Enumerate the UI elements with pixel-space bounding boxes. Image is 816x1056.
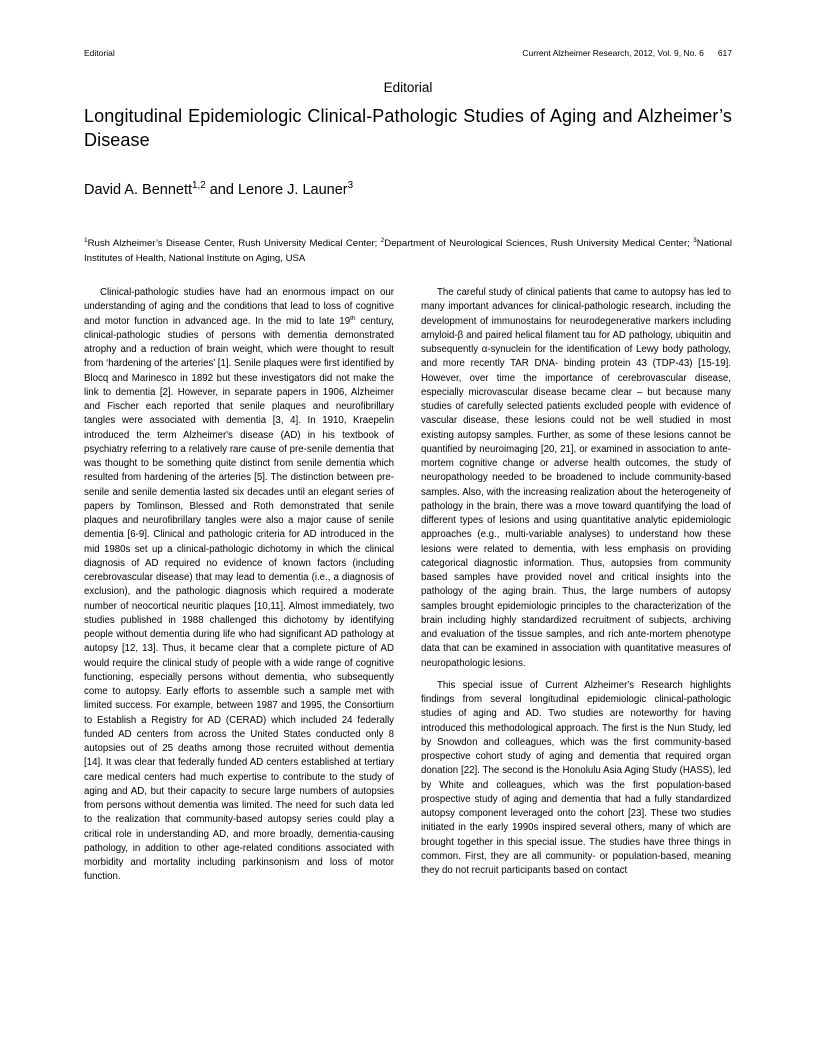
affiliations: [84, 237, 732, 266]
paragraph-text-post: century, clinical-pathologic studies of persons with dementia demonstrated atrophy and a reduction of brain weight, which were thought to result from ‘hardening of the arteries’ [1]. Senile plaques were first identified by Blocq and Marinesco in 1892 but these investigators did not make the link to dementia [2]. However, in separate papers in 1906, Alzheimer and Fischer each reported that senile plaques and neurofibrillary tangles were associated with dementia [3, 4]. In 1910, Kraepelin introduced the term Alzheimer's disease (AD) in his textbook of psychiatry referring to a relatively rare cause of pre-senile dementia that was thought to be something quite distinct from senile dementia which resulted from hardening of the arteries [5]. The distinction between pre-senile and senile dementia lasted six decades until an elegant series of papers by Tomlinson, Blessed and Roth demonstrated that senile plaques and neurofibrillary tangles were also a major cause of senile dementia [6-9]. Clinical and pathologic criteria for AD introduced in the mid 1980s set up a clinical-pathologic dichotomy in which the clinical diagnosis of AD required no evidence of known factors (including cerebrovascular disease) that may lead to dementia (i.e., a diagnosis of exclusion), and the pathologic diagnosis which required a moderate number of neocortical neuritic plaques [10,11]. Almost immediately, two studies published in 1988 challenged this dichotomy by identifying people without dementia during life who had significant AD pathology at autopsy [12, 13]. Thus, it became clear that a complete picture of AD would require the clinical study of people with a wide range of cognitive functioning, especially persons without dementia, who subsequently come to autopsy. Early efforts to assemble such a sample met with limited success. For example, between 1987 and 1995, the Consortium to Establish a Registry for AD (CERAD) which included 24 federally funded AD centers from across the United States conducted only 8 autopsies out of 25 deaths among those recruited without dementia [14]. It was clear that federally funded AD centers established at tertiary care medical centers had much expertise to contribute to the study of aging and AD, but their capacity to secure large numbers of autopsies from persons without dementia was limited. The need for such data led to the realization that community-based autopsy series could play a critical role in understanding AD, and more broadly, dementia-causing pathology, in addition to other age-related conditions associated with morbidity and mortality including parkinsonism and loss of motor function.: [84, 315, 394, 883]
affiliation-marker-1: 1: [84, 237, 88, 245]
affiliation-text-1: Rush Alzheimer’s Disease Center, Rush University Medical Center;: [87, 238, 381, 250]
running-header: [84, 48, 732, 58]
affiliation-marker-3: 3: [693, 237, 697, 245]
header-left-text: Editorial: [84, 48, 115, 58]
journal-citation: Current Alzheimer Research, 2012, Vol. 9, No. 6: [522, 48, 704, 58]
paragraph: [84, 286, 394, 885]
paragraph-text-pre: Clinical-pathologic studies have had an enormous impact on our understanding of aging and the conditions that lead to loss of cognitive and motor function in advanced age. In the mid to late 19: [84, 287, 394, 327]
paragraph-text-pre: The careful study of clinical patients that came to autopsy has led to many important advances for clinical-pathologic research, including the development of immunostains for neurodegenerative markers including amyloid-β and paired helical filament tau for AD pathology, ubiquitin and subsequently α-synuclein for the identification of Lewy body pathology, and more recently TAR DNA- binding protein 43 (TDP-43) [15-19]. However, over time the importance of cerebrovascular disease, especially microvascular disease became clear – but because many studies of carefully selected patients excluded people with evidence of vascular disease, these lesions could not be well studied in most existing autopsy samples. Further, as some of these lesions cannot be quantified by neuroimaging [20, 21], or examined in association to ante-mortem cognitive change or adverse health outcomes, the study of neuropathology needed to be broadened to include community-based samples. Also, with the increasing realization about the heterogeneity of pathology in the brain, there was a move toward quantifying the load of different types of lesions and using quantitative analytic epidemiologic approaches (e.g., multi-variable analyses) to understand how these lesions were related to dementia, with less emphasis on providing categorical diagnostic information. Thus, autopsies from community based samples have provided novel and critical insights into the pathology of the aging brain. Thus, the large numbers of autopsy samples brought epidemiologic principles to the characterization of the brain including highly standardized recruitment of subjects, archiving and evaluation of the tissue samples, and rich ante-mortem phenotype data that can be examined in association with quantitative measures of neuropathologic lesions.: [421, 287, 731, 669]
author-affiliation-marker-1: 1,2: [192, 179, 206, 191]
body-columns: [84, 286, 732, 885]
header-right-text: [522, 48, 732, 58]
article-content: [84, 76, 732, 885]
paragraph: [421, 679, 731, 879]
affiliation-marker-2: 2: [380, 237, 385, 245]
paragraph-text-pre: This special issue of Current Alzheimer's Research highlights findings from several longitudinal epidemiologic clinical-pathologic studies of aging and AD. Two studies are noteworthy for having introduced this methodological approach. The first is the Nun Study, led by Snowdon and colleagues, which was the first community-based prospective cohort study of aging and dementia that required organ donation [22]. The second is the Honolulu Asia Aging Study (HASS), led by White and colleagues, which was the first population-based prospective study of aging and dementia that had a fully standardized autopsy component leveraged onto the cohort [23]. These two studies initiated in the early 1990s inspired several others, many of which are brought together in this special issue. The studies have three things in common. First, they are all community- or population-based, meaning they do not recruit participants based on contact: [421, 679, 731, 877]
body-column-right: [421, 286, 731, 885]
author-name-secondary: and Lenore J. Launer: [205, 181, 348, 198]
page-number: 617: [717, 48, 732, 58]
paragraph: [421, 286, 731, 671]
article-kicker: Editorial: [383, 80, 433, 95]
affiliation-text-3: National Institutes of Health, National Institute on Aging, USA: [84, 238, 732, 264]
author-list: [84, 181, 732, 200]
author-affiliation-marker-2: 3: [347, 179, 354, 191]
paragraph-superscript: th: [350, 314, 356, 322]
affiliation-text-2: Department of Neurological Sciences, Rush University Medical Center;: [384, 238, 694, 250]
body-column-left: [84, 286, 394, 885]
page-title: Longitudinal Epidemiologic Clinical-Pathologic Studies of Aging and Alzheimer’s Disease: [84, 106, 732, 150]
author-name-primary: David A. Bennett: [84, 181, 193, 198]
